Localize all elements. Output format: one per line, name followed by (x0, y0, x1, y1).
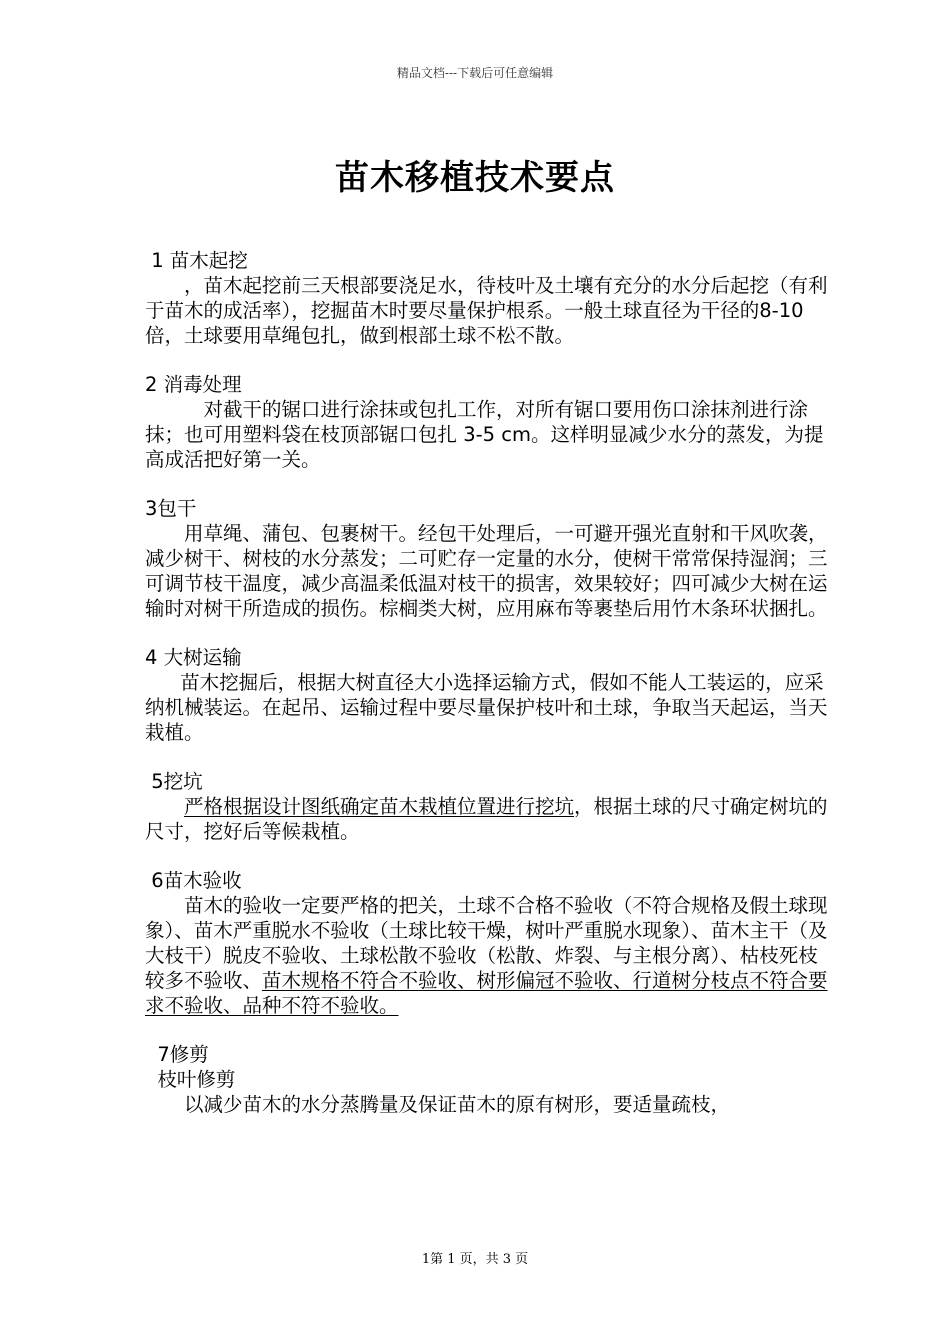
section-paragraph (145, 794, 835, 844)
page-header: 精品文档---下载后可任意编辑 (396, 66, 554, 80)
section-heading: 3包干 (145, 497, 197, 520)
section-heading: 4 大树运输 (145, 646, 242, 669)
section-heading: 7修剪 (145, 1043, 209, 1066)
section-1 (145, 248, 835, 348)
section-subheading: 枝叶修剪 (145, 1068, 236, 1091)
section-5 (145, 769, 835, 844)
section-heading: 5挖坑 (145, 770, 203, 793)
section-6 (145, 868, 835, 1018)
section-paragraph: 用草绳、蒲包、包裹树干。经包干处理后，一可避开强光直射和干风吹袭，减少树干、树枝的水分蒸发；二可贮存一定量的水分，使树干常常保持湿润；三可调节枝干温度，减少高温柔低温对枝干的损害，效果较好；四可减少大树在运输时对树干所造成的损伤。棕榈类大树，应用麻布等裹垫后用竹木条环状捆扎。 (145, 522, 828, 620)
section-paragraph: ，苗木起挖前三天根部要浇足水，待枝叶及土壤有充分的水分后起挖（有利于苗木的成活率），挖掘苗木时要尽量保护根系。一般土球直径为干径的8-10倍，土球要用草绳包扎，做到根部土球不松不散。 (145, 274, 828, 347)
document-title: 苗木移植技术要点 (335, 158, 615, 198)
section-paragraph (145, 893, 835, 1018)
underlined-text: 严格根据设计图纸确定苗木栽植位置进行挖坑 (184, 795, 575, 818)
section-3 (145, 496, 835, 621)
document-body (145, 248, 835, 1141)
section-heading: 1 苗木起挖 (145, 249, 248, 272)
section-7 (145, 1042, 835, 1117)
section-paragraph: 以减少苗木的水分蒸腾量及保证苗木的原有树形，要适量疏枝， (184, 1093, 731, 1116)
section-2 (145, 372, 835, 472)
page-footer: 1第 1 页，共 3 页 (421, 1252, 529, 1267)
section-paragraph: 苗木挖掘后，根据大树直径大小选择运输方式，假如不能人工装运的，应采纳机械装运。在起吊、运输过程中要尽量保护枝叶和土球，争取当天起运，当天栽植。 (145, 671, 828, 744)
section-4 (145, 645, 835, 745)
underlined-text: 苗木规格不符合不验收、树形偏冠不验收、行道树分枝点不符合要求不验收、品种不符不验收。 (145, 969, 828, 1017)
paragraph-text: ，根据土球的尺寸确定树坑的尺寸，挖好后等候栽植。 (145, 795, 828, 843)
section-heading: 2 消毒处理 (145, 373, 242, 396)
section-heading: 6苗木验收 (145, 869, 242, 892)
paragraph-text: 苗木的验收一定要严格的把关，土球不合格不验收（不符合规格及假土球现象）、苗木严重脱水不验收（土球比较干燥，树叶严重脱水现象）、苗木主干（及大枝干）脱皮不验收、土球松散不验收（松散、炸裂、与主根分离）、枯枝死枝较多不验收、 (145, 894, 828, 992)
section-paragraph: 对截干的锯口进行涂抹或包扎工作，对所有锯口要用伤口涂抹剂进行涂抹；也可用塑料袋在枝顶部锯口包扎 3-5 cm。这样明显减少水分的蒸发，为提高成活把好第一关。 (145, 398, 824, 471)
